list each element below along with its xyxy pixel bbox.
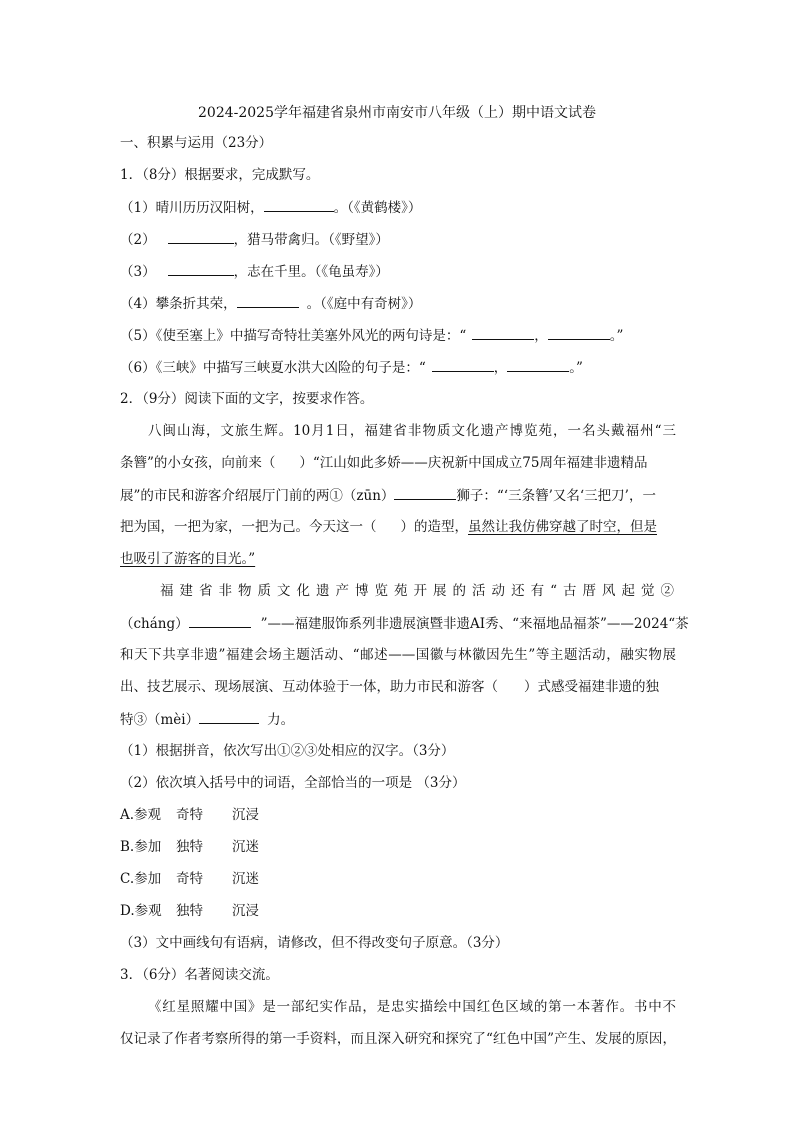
passage-text: 力。 <box>267 712 295 728</box>
question-1-heading: 1．（8分）根据要求，完成默写。 <box>120 167 320 183</box>
q1-item-3-text: ，志在千里。（《龟虽寿》） <box>233 264 389 280</box>
answer-blank[interactable] <box>168 229 234 244</box>
question-2-heading: 2．（9分）阅读下面的文字，按要求作答。 <box>120 391 374 407</box>
answer-blank[interactable] <box>189 613 251 628</box>
option-c[interactable] <box>120 869 259 889</box>
q1-item-4 <box>120 293 421 314</box>
option-d-label: D.参观 <box>120 903 162 919</box>
passage-2-line-3: 和天下共享非遗”福建会场主题活动、“邮述——国徽与林徽因先生”等主题活动，融实物展 <box>120 647 676 663</box>
q1-item-5-comma: ， <box>534 328 548 344</box>
q3-passage-line-1: 《红星照耀中国》是一部纪实作品，是忠实描绘中国红色区域的第一本著作。书中不 <box>148 999 676 1015</box>
q1-item-6-end: 。” <box>569 360 583 376</box>
passage-1-line-2 <box>120 453 648 473</box>
q2-sub-1: （1）根据拼音，依次写出①②③处相应的汉字。（3分） <box>120 743 455 759</box>
page-title: 2024-2025学年福建省泉州市南安市八年级（上）期中语文试卷 <box>198 105 596 121</box>
option-d-word-3: 沉浸 <box>232 903 259 919</box>
option-b[interactable] <box>120 837 259 857</box>
answer-blank[interactable] <box>432 357 494 372</box>
q1-item-1-source: 。（《黄鹤楼》） <box>333 200 422 216</box>
q1-item-5-end: 。” <box>609 328 624 344</box>
option-c-label: C.参加 <box>120 871 162 887</box>
question-3-heading: 3．（6分）名著阅读交流。 <box>120 967 279 983</box>
passage-2-line-1: 福建省非物质文化遗产博览苑开展的活动还有“古厝风起觉② <box>160 583 676 599</box>
q1-item-4-text: （4）攀条折其荣， <box>120 296 237 312</box>
q1-item-6 <box>120 357 583 378</box>
option-b-word-3: 沉迷 <box>232 839 259 855</box>
option-a-label: A.参观 <box>120 807 162 823</box>
q1-item-1-text: （1）晴川历历汉阳树， <box>120 200 264 216</box>
q1-item-4-source: 。（《庭中有奇树》） <box>306 296 422 312</box>
answer-blank[interactable] <box>507 357 569 372</box>
passage-1-line-3 <box>120 485 656 506</box>
passage-text: 条簪”的小女孩，向前来（ <box>120 455 276 471</box>
answer-blank[interactable] <box>168 261 234 276</box>
q1-item-5 <box>120 325 623 346</box>
option-a-word-2: 奇特 <box>176 807 203 823</box>
passage-1-line-1: 八闽山海，文旅生辉。10月1日，福建省非物质文化遗产博览苑，一名头戴福州“三 <box>148 423 676 439</box>
passage-text: 狮子：“‘三条簪’又名‘三把刀’，一 <box>456 488 656 504</box>
passage-text: ）的造型， <box>400 519 468 535</box>
q1-item-6-text: （6）《三峡》中描写三峡夏水洪大凶险的句子是：“ <box>120 360 426 376</box>
q3-passage-line-2: 仅记录了作者考察所得的第一手资料，而且深入研究和探究了“红色中国”产生、发展的原因， <box>120 1031 676 1047</box>
option-b-word-2: 独特 <box>176 839 203 855</box>
answer-blank[interactable] <box>394 485 456 500</box>
passage-1-line-4 <box>120 517 657 537</box>
passage-text: 特③（mèi） <box>120 712 200 728</box>
passage-text: 展”的市民和游客介绍展厅门前的两①（zūn） <box>120 488 395 504</box>
answer-blank[interactable] <box>237 293 299 308</box>
passage-text: （cháng） <box>120 616 189 632</box>
underlined-sentence: 虽然让我仿佛穿越了时空，但是 <box>468 519 657 535</box>
option-b-label: B.参加 <box>120 839 162 855</box>
passage-1-line-5 <box>120 549 255 569</box>
q1-item-2 <box>120 229 389 250</box>
passage-text: ）式感受福建非遗的独 <box>524 679 659 695</box>
option-a-word-3: 沉浸 <box>232 807 259 823</box>
passage-text: ）“江山如此多娇——庆祝新中国成立75周年福建非遗精品 <box>299 455 648 471</box>
q2-sub-3: （3）文中画线句有语病，请修改，但不得改变句子原意。（3分） <box>120 935 509 951</box>
answer-blank[interactable] <box>472 325 534 340</box>
section-heading: 一、积累与运用（23分） <box>120 135 273 151</box>
passage-2-line-2 <box>120 613 689 634</box>
q1-item-3-label: （3） <box>120 264 156 280</box>
q1-item-1 <box>120 197 421 218</box>
q1-item-2-text: ，猎马带禽归。（《野望》） <box>233 232 389 248</box>
option-d-word-2: 独特 <box>176 903 203 919</box>
passage-text: 把为国，一把为家，一把为己。今天这一（ <box>120 519 377 535</box>
answer-blank[interactable] <box>264 197 334 212</box>
underlined-sentence: 也吸引了游客的目光。” <box>120 551 256 567</box>
q1-item-3 <box>120 261 389 282</box>
passage-2-line-4 <box>120 677 659 697</box>
q1-item-2-label: （2） <box>120 232 156 248</box>
passage-text: ”——福建服饰系列非遗展演暨非遗AI秀、“来福地品福茶”——2024“茶 <box>260 616 689 632</box>
q2-sub-2: （2）依次填入括号中的词语，全部恰当的一项是 （3分） <box>120 775 466 791</box>
option-c-word-2: 奇特 <box>176 871 203 887</box>
passage-text: 出、技艺展示、现场展演、互动体验于一体，助力市民和游客（ <box>120 679 498 695</box>
q1-item-5-text: （5）《使至塞上》中描写奇特壮美塞外风光的两句诗是：“ <box>120 328 467 344</box>
option-a[interactable] <box>120 805 259 825</box>
option-d[interactable] <box>120 901 259 921</box>
option-c-word-3: 沉迷 <box>232 871 259 887</box>
q1-item-6-comma: ， <box>493 360 508 376</box>
passage-2-line-5 <box>120 709 294 730</box>
answer-blank[interactable] <box>548 325 610 340</box>
answer-blank[interactable] <box>199 709 259 724</box>
